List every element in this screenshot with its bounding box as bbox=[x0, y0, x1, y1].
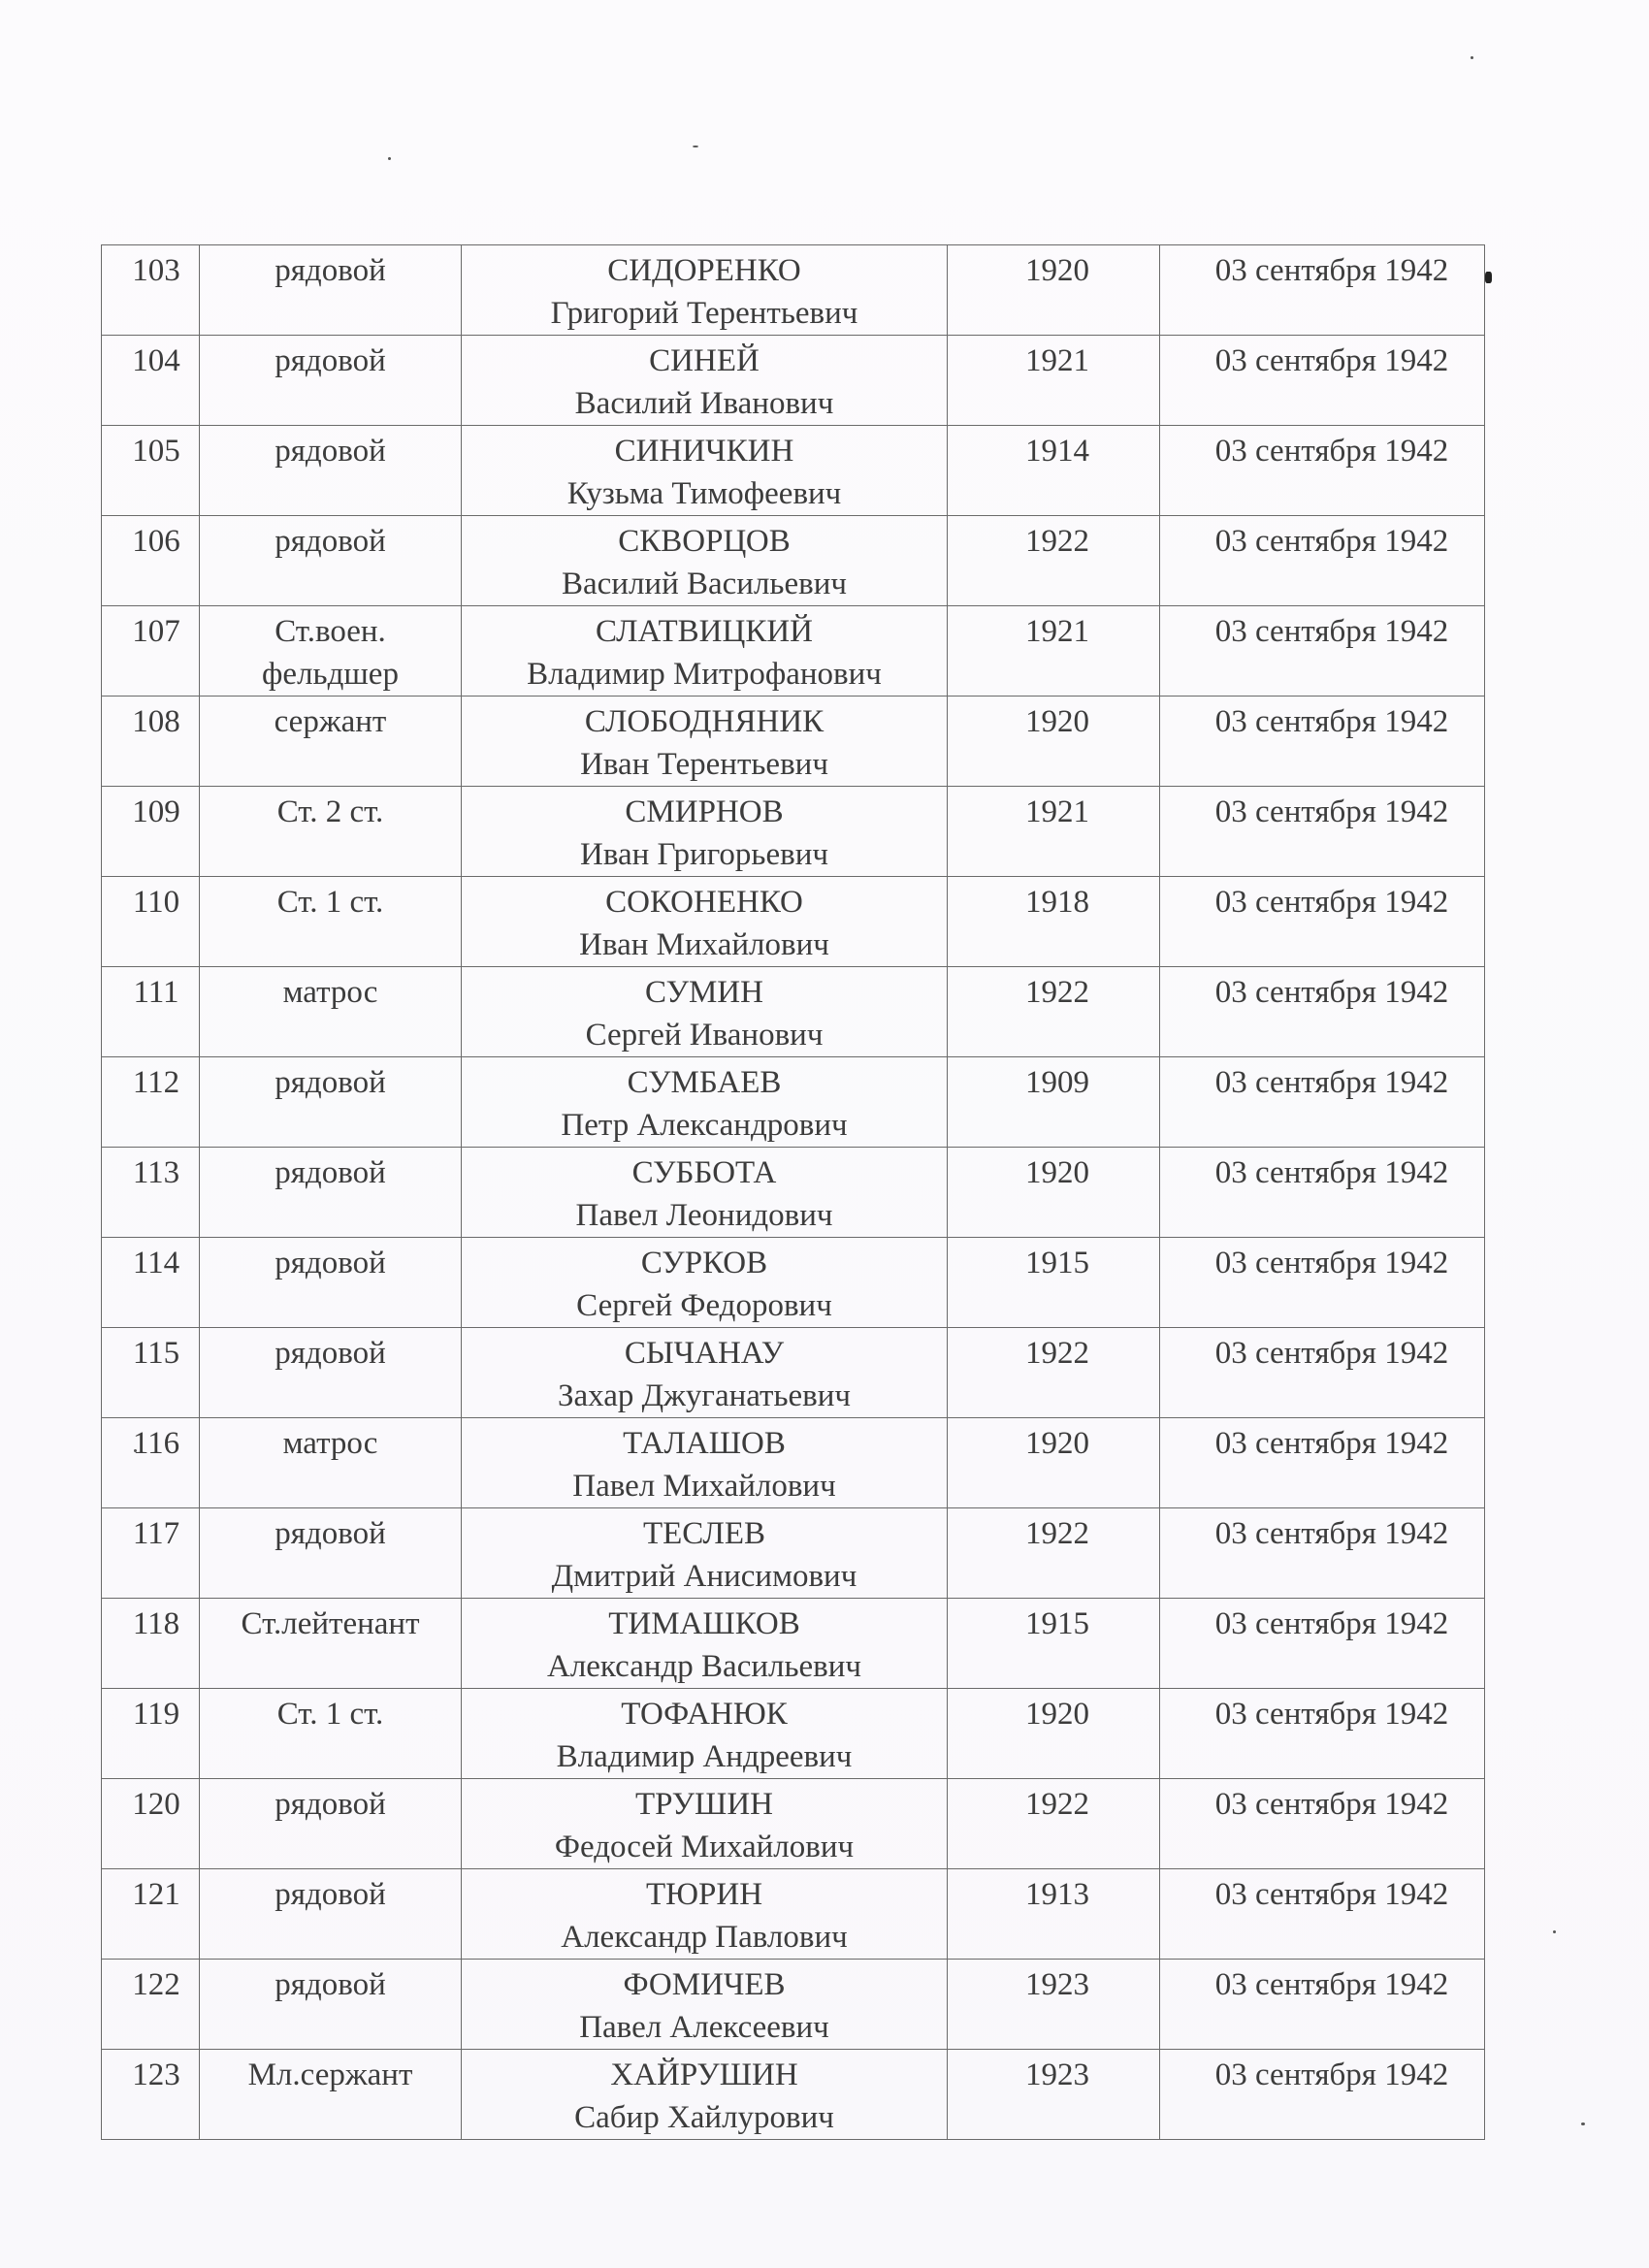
table-row bbox=[102, 1960, 1485, 2050]
full-name-line: СЛАТВИЦКИЙ bbox=[595, 614, 813, 649]
row-number bbox=[102, 1508, 200, 1599]
full-name bbox=[462, 1508, 948, 1599]
military-rank-line: Ст. 1 ст. bbox=[276, 1697, 384, 1732]
table-row bbox=[102, 967, 1485, 1057]
table-row bbox=[102, 1418, 1485, 1508]
full-name bbox=[462, 1869, 948, 1960]
date-of-death bbox=[1160, 1057, 1485, 1148]
table-row bbox=[102, 787, 1485, 877]
row-number bbox=[102, 1689, 200, 1779]
row-number bbox=[102, 877, 200, 967]
full-name bbox=[462, 606, 948, 697]
row-number bbox=[102, 426, 200, 516]
row-number-line: 120 bbox=[132, 1787, 180, 1822]
date-of-death bbox=[1160, 426, 1485, 516]
birth-year bbox=[948, 1779, 1160, 1869]
full-name-line: СУМИН bbox=[645, 975, 763, 1010]
row-number-line: 112 bbox=[132, 1065, 180, 1100]
row-number-line: 106 bbox=[132, 524, 180, 559]
military-rank-line: рядовой bbox=[275, 1516, 386, 1551]
row-number-line: 117 bbox=[132, 1516, 180, 1551]
date-of-death bbox=[1160, 336, 1485, 426]
birth-year bbox=[948, 2050, 1160, 2140]
military-rank-line: рядовой bbox=[275, 253, 386, 288]
scan-speck bbox=[1485, 272, 1492, 283]
full-name-line: Владимир Андреевич bbox=[556, 1739, 853, 1774]
birth-year bbox=[948, 1148, 1160, 1238]
date-of-death-line: 03 сентября 1942 bbox=[1214, 614, 1449, 649]
birth-year bbox=[948, 877, 1160, 967]
full-name-line: СИДОРЕНКО bbox=[607, 253, 801, 288]
full-name bbox=[462, 967, 948, 1057]
birth-year bbox=[948, 1689, 1160, 1779]
table-row bbox=[102, 1599, 1485, 1689]
full-name-line: Павел Михайлович bbox=[572, 1469, 836, 1504]
birth-year-line: 1920 bbox=[1025, 253, 1089, 288]
row-number bbox=[102, 1960, 200, 2050]
birth-year bbox=[948, 1960, 1160, 2050]
birth-year-line: 1921 bbox=[1025, 794, 1089, 829]
full-name bbox=[462, 1328, 948, 1418]
table-row bbox=[102, 1328, 1485, 1418]
casualty-roster-table bbox=[101, 244, 1485, 2140]
row-number-line: 118 bbox=[132, 1606, 180, 1641]
birth-year-line: 1920 bbox=[1025, 1426, 1089, 1461]
date-of-death-line: 03 сентября 1942 bbox=[1214, 1516, 1449, 1551]
full-name-line: СОКОНЕНКО bbox=[605, 885, 803, 920]
row-number bbox=[102, 1328, 200, 1418]
row-number-line: 103 bbox=[132, 253, 180, 288]
military-rank-line: рядовой bbox=[275, 1155, 386, 1190]
date-of-death bbox=[1160, 1689, 1485, 1779]
date-of-death-line: 03 сентября 1942 bbox=[1214, 1246, 1449, 1280]
military-rank-line: Ст. 1 ст. bbox=[276, 885, 384, 920]
table-row bbox=[102, 1508, 1485, 1599]
row-number bbox=[102, 697, 200, 787]
military-rank-line: Ст.лейтенант bbox=[241, 1606, 420, 1641]
scan-speck bbox=[693, 146, 698, 147]
full-name-line: СУРКОВ bbox=[640, 1246, 768, 1280]
table-row bbox=[102, 1238, 1485, 1328]
row-number bbox=[102, 2050, 200, 2140]
full-name-line: Захар Джуганатьевич bbox=[557, 1378, 852, 1413]
full-name bbox=[462, 1057, 948, 1148]
full-name-line: СУМБАЕВ bbox=[627, 1065, 782, 1100]
birth-year bbox=[948, 1328, 1160, 1418]
row-number bbox=[102, 1057, 200, 1148]
full-name-line: ТЕСЛЕВ bbox=[642, 1516, 766, 1551]
military-rank bbox=[200, 336, 462, 426]
scan-speck bbox=[1581, 2122, 1585, 2125]
full-name-line: ТИМАШКОВ bbox=[608, 1606, 800, 1641]
date-of-death bbox=[1160, 1328, 1485, 1418]
full-name bbox=[462, 697, 948, 787]
date-of-death bbox=[1160, 1599, 1485, 1689]
full-name bbox=[462, 2050, 948, 2140]
table-row bbox=[102, 1057, 1485, 1148]
scan-speck bbox=[1471, 56, 1473, 59]
date-of-death bbox=[1160, 967, 1485, 1057]
full-name-line: Иван Григорьевич bbox=[580, 837, 828, 872]
full-name-line: Павел Леонидович bbox=[575, 1198, 833, 1233]
date-of-death bbox=[1160, 697, 1485, 787]
birth-year-line: 1918 bbox=[1025, 885, 1089, 920]
date-of-death-line: 03 сентября 1942 bbox=[1214, 1606, 1449, 1641]
military-rank bbox=[200, 1057, 462, 1148]
row-number-line: 113 bbox=[132, 1155, 180, 1190]
full-name-line: Иван Михайлович bbox=[579, 927, 829, 962]
military-rank bbox=[200, 1148, 462, 1238]
scan-speck bbox=[388, 157, 391, 160]
full-name bbox=[462, 1689, 948, 1779]
military-rank-line: матрос bbox=[282, 1426, 378, 1461]
military-rank-line: рядовой bbox=[275, 524, 386, 559]
birth-year-line: 1922 bbox=[1025, 1787, 1089, 1822]
date-of-death bbox=[1160, 245, 1485, 336]
full-name-line: Сергей Федорович bbox=[576, 1288, 832, 1323]
military-rank bbox=[200, 426, 462, 516]
military-rank bbox=[200, 516, 462, 606]
date-of-death-line: 03 сентября 1942 bbox=[1214, 1065, 1449, 1100]
date-of-death-line: 03 сентября 1942 bbox=[1214, 1877, 1449, 1912]
row-number-line: 115 bbox=[132, 1336, 180, 1371]
full-name-line: Петр Александрович bbox=[561, 1108, 848, 1143]
military-rank bbox=[200, 1779, 462, 1869]
military-rank-line: рядовой bbox=[275, 1787, 386, 1822]
row-number bbox=[102, 1779, 200, 1869]
birth-year-line: 1915 bbox=[1025, 1606, 1089, 1641]
birth-year bbox=[948, 1238, 1160, 1328]
military-rank bbox=[200, 1689, 462, 1779]
date-of-death-line: 03 сентября 1942 bbox=[1214, 1697, 1449, 1732]
date-of-death bbox=[1160, 1508, 1485, 1599]
full-name bbox=[462, 336, 948, 426]
date-of-death-line: 03 сентября 1942 bbox=[1214, 885, 1449, 920]
full-name-line: СУББОТА bbox=[631, 1155, 777, 1190]
date-of-death-line: 03 сентября 1942 bbox=[1214, 1155, 1449, 1190]
table-row bbox=[102, 1779, 1485, 1869]
full-name bbox=[462, 1779, 948, 1869]
date-of-death bbox=[1160, 787, 1485, 877]
military-rank bbox=[200, 967, 462, 1057]
birth-year bbox=[948, 516, 1160, 606]
date-of-death-line: 03 сентября 1942 bbox=[1214, 1787, 1449, 1822]
date-of-death bbox=[1160, 1869, 1485, 1960]
full-name-line: ТРУШИН bbox=[634, 1787, 773, 1822]
full-name-line: СИНИЧКИН bbox=[614, 434, 794, 469]
table-row bbox=[102, 336, 1485, 426]
full-name bbox=[462, 787, 948, 877]
full-name-line: СИНЕЙ bbox=[649, 343, 760, 378]
military-rank bbox=[200, 1960, 462, 2050]
table-row bbox=[102, 1148, 1485, 1238]
military-rank-line: рядовой bbox=[275, 1065, 386, 1100]
full-name-line: ТАЛАШОВ bbox=[623, 1426, 786, 1461]
full-name-line: Федосей Михайлович bbox=[554, 1830, 855, 1864]
military-rank bbox=[200, 245, 462, 336]
date-of-death-line: 03 сентября 1942 bbox=[1214, 2057, 1449, 2092]
date-of-death bbox=[1160, 1960, 1485, 2050]
full-name-line: Василий Васильевич bbox=[562, 567, 847, 601]
birth-year-line: 1922 bbox=[1025, 975, 1089, 1010]
row-number-line: 119 bbox=[132, 1697, 180, 1732]
full-name-line: СЫЧАНАУ bbox=[624, 1336, 785, 1371]
birth-year bbox=[948, 336, 1160, 426]
date-of-death bbox=[1160, 516, 1485, 606]
birth-year-line: 1909 bbox=[1025, 1065, 1089, 1100]
table-row bbox=[102, 606, 1485, 697]
birth-year bbox=[948, 967, 1160, 1057]
table-row bbox=[102, 2050, 1485, 2140]
birth-year-line: 1923 bbox=[1025, 2057, 1089, 2092]
birth-year bbox=[948, 697, 1160, 787]
birth-year-line: 1920 bbox=[1025, 1155, 1089, 1190]
full-name bbox=[462, 1148, 948, 1238]
birth-year-line: 1920 bbox=[1025, 704, 1089, 739]
table-row bbox=[102, 877, 1485, 967]
full-name bbox=[462, 1418, 948, 1508]
date-of-death bbox=[1160, 2050, 1485, 2140]
date-of-death bbox=[1160, 1148, 1485, 1238]
birth-year bbox=[948, 606, 1160, 697]
military-rank-line: Мл.сержант bbox=[247, 2057, 413, 2092]
full-name bbox=[462, 877, 948, 967]
birth-year bbox=[948, 1599, 1160, 1689]
full-name-line: Григорий Терентьевич bbox=[550, 296, 858, 331]
military-rank bbox=[200, 877, 462, 967]
table-row bbox=[102, 426, 1485, 516]
full-name-line: Сергей Иванович bbox=[585, 1018, 824, 1053]
full-name-line: Дмитрий Анисимович bbox=[551, 1559, 857, 1594]
military-rank-line: рядовой bbox=[275, 1967, 386, 2002]
birth-year bbox=[948, 1418, 1160, 1508]
military-rank bbox=[200, 1328, 462, 1418]
row-number-line: 109 bbox=[132, 794, 180, 829]
military-rank bbox=[200, 787, 462, 877]
full-name-line: ФОМИЧЕВ bbox=[623, 1967, 786, 2002]
birth-year-line: 1914 bbox=[1025, 434, 1089, 469]
row-number-line: 110 bbox=[132, 885, 180, 920]
military-rank-line: рядовой bbox=[275, 1246, 386, 1280]
table-row bbox=[102, 245, 1485, 336]
row-number bbox=[102, 1148, 200, 1238]
birth-year bbox=[948, 245, 1160, 336]
date-of-death-line: 03 сентября 1942 bbox=[1214, 524, 1449, 559]
full-name bbox=[462, 426, 948, 516]
birth-year-line: 1922 bbox=[1025, 524, 1089, 559]
full-name-line: Александр Васильевич bbox=[546, 1649, 862, 1684]
full-name-line: Александр Павлович bbox=[561, 1920, 848, 1955]
row-number-line: 111 bbox=[133, 975, 179, 1010]
military-rank bbox=[200, 1238, 462, 1328]
military-rank-line: рядовой bbox=[275, 434, 386, 469]
date-of-death-line: 03 сентября 1942 bbox=[1214, 794, 1449, 829]
full-name-line: ТОФАНЮК bbox=[621, 1697, 788, 1732]
row-number bbox=[102, 606, 200, 697]
full-name bbox=[462, 1238, 948, 1328]
date-of-death bbox=[1160, 1238, 1485, 1328]
date-of-death bbox=[1160, 1779, 1485, 1869]
row-number bbox=[102, 787, 200, 877]
full-name-line: Владимир Митрофанович bbox=[527, 657, 882, 692]
full-name bbox=[462, 1599, 948, 1689]
date-of-death bbox=[1160, 877, 1485, 967]
date-of-death-line: 03 сентября 1942 bbox=[1214, 704, 1449, 739]
full-name-line: СКВОРЦОВ bbox=[618, 524, 791, 559]
date-of-death-line: 03 сентября 1942 bbox=[1214, 434, 1449, 469]
row-number-line: 108 bbox=[132, 704, 180, 739]
full-name-line: СМИРНОВ bbox=[625, 794, 784, 829]
military-rank-line: рядовой bbox=[275, 343, 386, 378]
military-rank bbox=[200, 2050, 462, 2140]
birth-year-line: 1921 bbox=[1025, 614, 1089, 649]
birth-year-line: 1921 bbox=[1025, 343, 1089, 378]
table-row bbox=[102, 1689, 1485, 1779]
row-number-line: 121 bbox=[132, 1877, 180, 1912]
military-rank bbox=[200, 1508, 462, 1599]
military-rank bbox=[200, 606, 462, 697]
full-name-line: Кузьма Тимофеевич bbox=[566, 476, 842, 511]
row-number bbox=[102, 1599, 200, 1689]
full-name bbox=[462, 245, 948, 336]
row-number-line: 105 bbox=[132, 434, 180, 469]
birth-year-line: 1913 bbox=[1025, 1877, 1089, 1912]
date-of-death-line: 03 сентября 1942 bbox=[1214, 343, 1449, 378]
row-number bbox=[102, 516, 200, 606]
birth-year bbox=[948, 1057, 1160, 1148]
military-rank bbox=[200, 697, 462, 787]
row-number-line: 116 bbox=[132, 1426, 180, 1461]
row-number-line: 114 bbox=[132, 1246, 180, 1280]
full-name-line: Василий Иванович bbox=[574, 386, 834, 421]
military-rank-line: Ст.воен. bbox=[275, 614, 386, 649]
row-number bbox=[102, 245, 200, 336]
birth-year-line: 1922 bbox=[1025, 1516, 1089, 1551]
row-number-line: 123 bbox=[132, 2057, 180, 2092]
row-number bbox=[102, 336, 200, 426]
row-number bbox=[102, 1238, 200, 1328]
scan-speck bbox=[1553, 1930, 1556, 1933]
date-of-death-line: 03 сентября 1942 bbox=[1214, 253, 1449, 288]
full-name-line: ТЮРИН bbox=[645, 1877, 763, 1912]
military-rank-line: рядовой bbox=[275, 1877, 386, 1912]
row-number bbox=[102, 1869, 200, 1960]
military-rank bbox=[200, 1869, 462, 1960]
full-name bbox=[462, 516, 948, 606]
military-rank bbox=[200, 1418, 462, 1508]
full-name-line: Иван Терентьевич bbox=[580, 747, 828, 782]
date-of-death bbox=[1160, 1418, 1485, 1508]
birth-year-line: 1922 bbox=[1025, 1336, 1089, 1371]
row-number bbox=[102, 967, 200, 1057]
date-of-death-line: 03 сентября 1942 bbox=[1214, 1336, 1449, 1371]
military-rank-line: сержант bbox=[274, 704, 387, 739]
military-rank bbox=[200, 1599, 462, 1689]
birth-year-line: 1923 bbox=[1025, 1967, 1089, 2002]
military-rank-line: Ст. 2 ст. bbox=[276, 794, 384, 829]
date-of-death-line: 03 сентября 1942 bbox=[1214, 975, 1449, 1010]
military-rank-line: матрос bbox=[282, 975, 378, 1010]
date-of-death bbox=[1160, 606, 1485, 697]
full-name-line: Сабир Хайлурович bbox=[574, 2100, 834, 2135]
military-rank-line: фельдшер bbox=[262, 657, 399, 692]
row-number-line: 107 bbox=[132, 614, 180, 649]
full-name-line: ХАЙРУШИН bbox=[610, 2057, 798, 2092]
table-row bbox=[102, 697, 1485, 787]
full-name bbox=[462, 1960, 948, 2050]
birth-year-line: 1920 bbox=[1025, 1697, 1089, 1732]
row-number bbox=[102, 1418, 200, 1508]
row-number-line: 122 bbox=[132, 1967, 180, 2002]
full-name-line: СЛОБОДНЯНИК bbox=[584, 704, 824, 739]
birth-year-line: 1915 bbox=[1025, 1246, 1089, 1280]
date-of-death-line: 03 сентября 1942 bbox=[1214, 1426, 1449, 1461]
table-row bbox=[102, 516, 1485, 606]
military-rank-line: рядовой bbox=[275, 1336, 386, 1371]
birth-year bbox=[948, 426, 1160, 516]
roster-body bbox=[102, 245, 1485, 2140]
full-name-line: Павел Алексеевич bbox=[579, 2010, 829, 2045]
birth-year bbox=[948, 787, 1160, 877]
table-row bbox=[102, 1869, 1485, 1960]
birth-year bbox=[948, 1508, 1160, 1599]
birth-year bbox=[948, 1869, 1160, 1960]
row-number-line: 104 bbox=[132, 343, 180, 378]
date-of-death-line: 03 сентября 1942 bbox=[1214, 1967, 1449, 2002]
